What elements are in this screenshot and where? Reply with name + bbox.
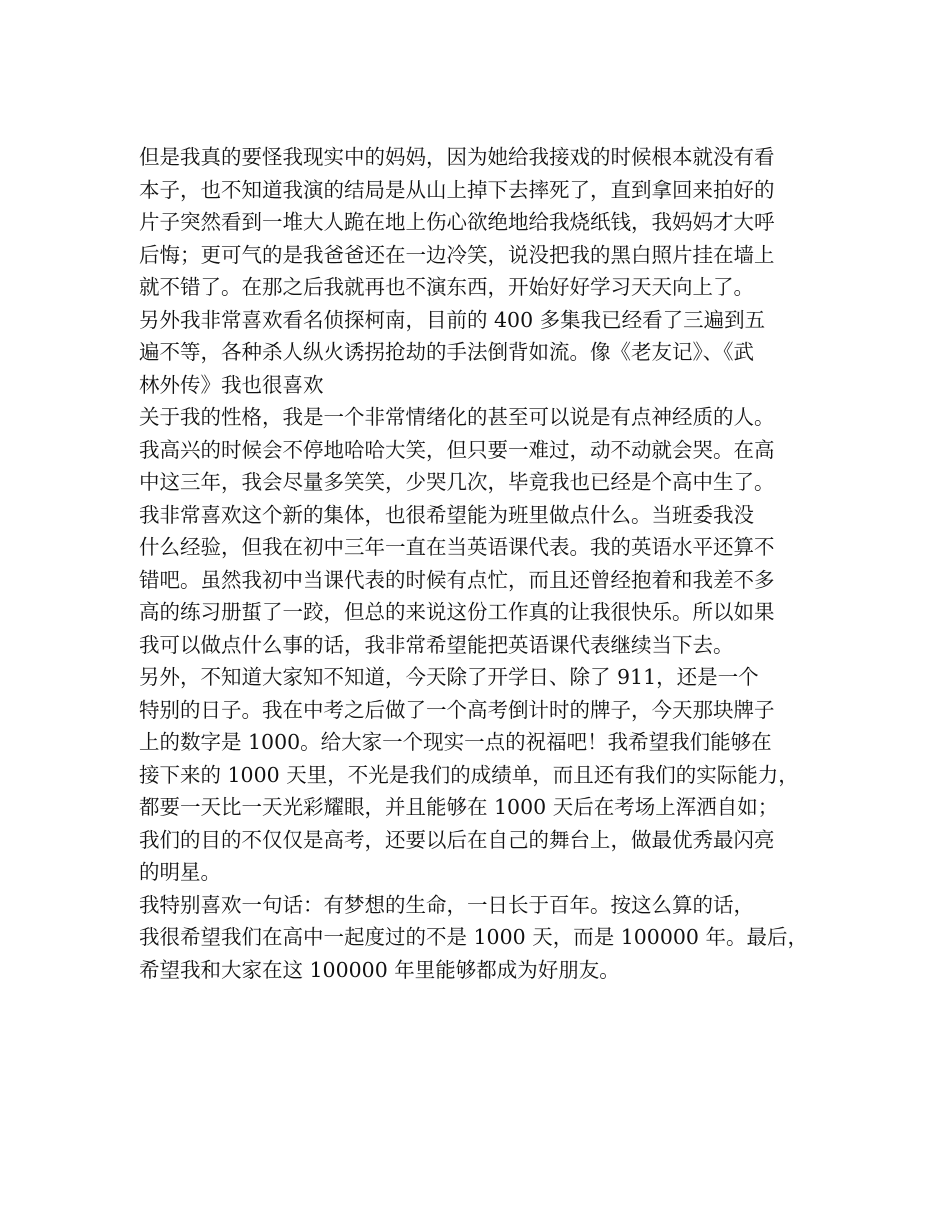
text-line: 我可以做点什么事的话，我非常希望能把英语课代表继续当下去。 <box>139 632 734 657</box>
text-line: 接下来的 1000 天里，不光是我们的成绩单，而且还有我们的实际能力， <box>139 762 799 787</box>
text-line: 后悔；更可气的是我爸爸还在一边冷笑，说没把我的黑白照片挂在墙上 <box>139 242 775 267</box>
text-line: 我特别喜欢一句话：有梦想的生命，一日长于百年。按这么算的话， <box>139 892 754 917</box>
text-line: 关于我的性格，我是一个非常情绪化的甚至可以说是有点神经质的人。 <box>139 405 775 429</box>
text-line: 希望我和大家在这 100000 年里能够都成为好朋友。 <box>139 957 620 982</box>
text-line: 我高兴的时候会不停地哈哈大笑，但只要一难过，动不动就会哭。在高 <box>139 437 775 462</box>
text-line: 我非常喜欢这个新的集体，也很希望能为班里做点什么。当班委我没 <box>139 502 754 527</box>
text-line: 上的数字是 1000。给大家一个现实一点的祝福吧！我希望我们能够在 <box>139 730 772 754</box>
text-line: 错吧。虽然我初中当课代表的时候有点忙，而且还曾经抱着和我差不多 <box>139 567 775 592</box>
text-line: 但是我真的要怪我现实中的妈妈，因为她给我接戏的时候根本就没有看 <box>139 145 775 169</box>
text-line: 的明星。 <box>139 860 221 884</box>
text-line: 我很希望我们在高中一起度过的不是 1000 天，而是 100000 年。最后， <box>139 925 808 949</box>
text-line: 什么经验，但我在初中三年一直在当英语课代表。我的英语水平还算不 <box>139 535 775 559</box>
document-body <box>139 141 829 986</box>
text-line: 另外，不知道大家知不知道，今天除了开学日、除了 911，还是一个 <box>139 665 759 689</box>
text-line: 我们的目的不仅仅是高考，还要以后在自己的舞台上，做最优秀最闪亮 <box>139 827 775 852</box>
text-line: 遍不等，各种杀人纵火诱拐抢劫的手法倒背如流。像《老友记》、《武 <box>139 340 754 364</box>
text-line: 中这三年，我会尽量多笑笑，少哭几次，毕竟我也已经是个高中生了。 <box>139 470 775 494</box>
text-line: 特别的日子。我在中考之后做了一个高考倒计时的牌子，今天那块牌子 <box>139 697 775 722</box>
text-line: 林外传》我也很喜欢 <box>139 372 324 397</box>
text-line: 就不错了。在那之后我就再也不演东西，开始好好学习天天向上了。 <box>139 275 754 299</box>
text-line: 都要一天比一天光彩耀眼，并且能够在 1000 天后在考场上浑洒自如； <box>139 795 779 819</box>
text-line: 片子突然看到一堆大人跪在地上伤心欲绝地给我烧纸钱，我妈妈才大呼 <box>139 210 775 234</box>
text-line: 本子，也不知道我演的结局是从山上掉下去摔死了，直到拿回来拍好的 <box>139 177 775 202</box>
text-line: 高的练习册蜇了一跤，但总的来说这份工作真的让我很快乐。所以如果 <box>139 600 775 624</box>
text-line: 另外我非常喜欢看名侦探柯南，目前的 400 多集我已经看了三遍到五 <box>139 307 766 332</box>
